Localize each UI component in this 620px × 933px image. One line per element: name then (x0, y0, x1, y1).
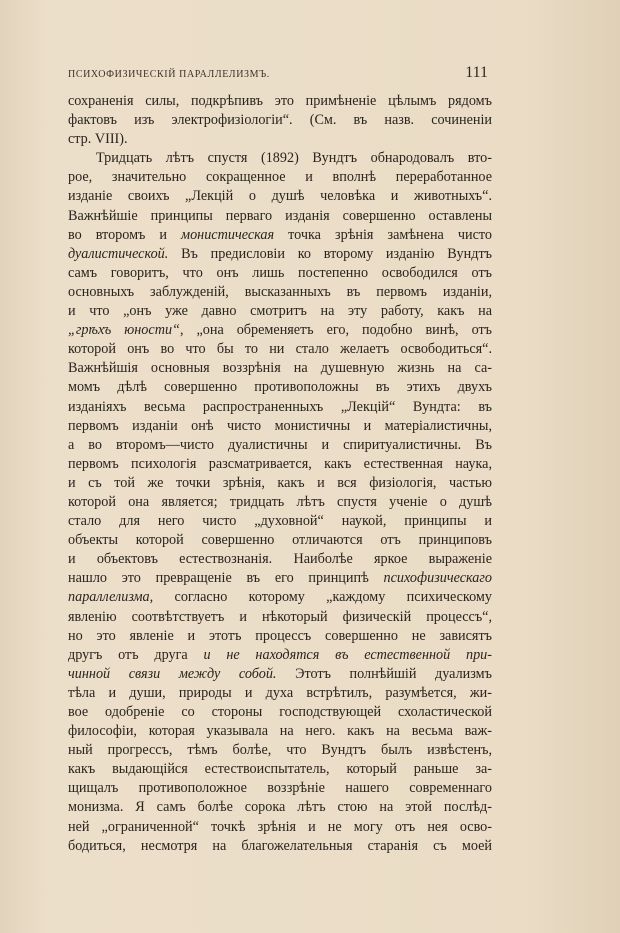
text-line (68, 168, 492, 187)
text-line (68, 760, 492, 779)
text-segment: и что „онъ уже давно смотритъ на эту работу, какъ на (68, 303, 492, 320)
text-line (68, 837, 492, 856)
text-segment: вое одобреніе со стороны господствующей схоластической (68, 704, 492, 720)
text-segment: сохраненія силы, подкрѣпивъ это примѣненіе цѣлымъ рядомъ (68, 93, 492, 109)
text-line (68, 627, 492, 646)
text-segment: и объектовъ естествознанія. Наиболѣе яркое выраженіе (68, 551, 492, 568)
text-segment: точка зрѣнія замѣнена чисто (274, 226, 492, 243)
text-segment: но это явленіе и этотъ процессъ совершенно не зависятъ (68, 627, 492, 644)
text-line (68, 798, 492, 817)
text-line (68, 741, 492, 760)
text-line (68, 283, 492, 302)
italic-text: психофизическаго (383, 570, 492, 587)
text-line (68, 302, 492, 321)
italic-text: монистическая (181, 226, 275, 243)
italic-text: чинной связи между собой. (68, 665, 277, 682)
text-line (68, 398, 492, 417)
text-line (68, 550, 492, 569)
text-line (68, 569, 492, 588)
text-segment: какъ выдающійся естествоиспытатель, который раньше за- (68, 761, 492, 778)
text-line (68, 474, 492, 493)
text-line (68, 722, 492, 741)
text-segment: бодиться, несмотря на благожелательныя старанія съ моей (68, 837, 492, 854)
text-segment: а во второмъ—чисто дуалистичны и спиритуалистичны. Въ (68, 436, 492, 453)
text-line (68, 130, 492, 149)
text-segment: стр. VIII). (68, 131, 128, 148)
text-segment: согласно которому „каждому психическому (153, 589, 492, 606)
text-segment: стало для него чисто „духовной“ наукой, принципы и (68, 513, 492, 530)
text-segment: изданіяхъ весьма распространенныхъ „Лекцій“ Вундта: въ (68, 398, 492, 415)
text-segment: ней „ограниченной“ точкѣ зрѣнія и не могу отъ нея осво- (68, 818, 492, 835)
italic-text: параллелизма, (68, 589, 154, 606)
text-line (68, 226, 492, 245)
text-segment: монизма. Я самъ болѣе сорока лѣтъ стою на этой послѣд- (68, 799, 492, 816)
text-line (68, 207, 492, 226)
text-line (68, 245, 492, 264)
text-line (68, 264, 492, 283)
text-segment: ный прогрессъ, тѣмъ болѣе, что Вундтъ былъ извѣстенъ, (68, 742, 492, 759)
text-segment: , „она обременяетъ его, подобно винѣ, отъ (179, 322, 493, 339)
text-line (68, 436, 492, 455)
text-segment: нашло это превращеніе въ его принципѣ (68, 570, 384, 587)
text-line (68, 646, 492, 665)
text-segment: другъ отъ друга (68, 646, 204, 663)
text-line (68, 665, 492, 684)
text-segment: изданіе своихъ „Лекцій о душѣ человѣка и животныхъ“. (68, 188, 492, 205)
text-segment: Этотъ полнѣйшій дуализмъ (276, 665, 492, 682)
text-segment: самъ говоритъ, что онъ лишь постепенно освободился отъ (68, 264, 492, 281)
text-line (68, 512, 492, 531)
text-line (68, 359, 492, 378)
italic-text: и не находятся въ естественной при- (203, 646, 493, 663)
text-line (68, 340, 492, 359)
text-segment: объекты которой совершенно отличаются отъ принциповъ (68, 532, 492, 549)
text-line (68, 493, 492, 512)
body-text (68, 92, 492, 856)
text-line (68, 779, 492, 798)
text-segment: щищалъ противоположное воззрѣніе нашего современнаго (68, 780, 492, 797)
text-segment: Важнѣйшіе принципы перваго изданія совершенно оставлены (68, 207, 492, 224)
text-segment: тѣла и души, природы и духа встрѣтилъ, разумѣется, жи- (68, 684, 492, 701)
text-segment: первомъ психологія разсматривается, какъ естественная наука, (68, 455, 492, 472)
running-head: ПСИХОФИЗИЧЕСКІЙ ПАРАЛЛЕЛИЗМЪ. (68, 69, 270, 80)
text-segment: основныхъ заблужденій, высказанныхъ въ первомъ изданіи, (68, 283, 492, 300)
italic-text: „грѣхъ юности“ (68, 322, 180, 339)
text-line (68, 378, 492, 397)
italic-text: дуалистической. (68, 245, 169, 262)
text-line (68, 818, 492, 837)
text-segment: Въ предисловіи ко второму изданію Вундтъ (168, 245, 492, 262)
text-segment: философіи, которая указывала на него. какъ на весьма важ- (68, 723, 492, 740)
text-line (68, 588, 492, 607)
text-segment: явленію соотвѣтствуетъ и нѣкоторый физическій процессъ“, (68, 608, 492, 625)
text-line (68, 187, 492, 206)
page-header (68, 64, 488, 82)
text-segment: Важнѣйшія основныя воззрѣнія на душевную жизнь на са- (68, 360, 492, 377)
text-segment: во второмъ и (68, 226, 182, 243)
text-segment: момъ дѣлѣ совершенно противоположны въ этихъ двухъ (68, 379, 492, 396)
text-line (68, 111, 492, 130)
text-line (68, 684, 492, 703)
text-line (68, 703, 492, 722)
page-number: 111 (465, 64, 488, 81)
text-line (68, 321, 492, 340)
text-line (68, 531, 492, 550)
text-line (68, 455, 492, 474)
text-segment: Тридцать лѣтъ спустя (1892) Вундтъ обнародовалъ вто- (96, 150, 492, 167)
text-segment: рое, значительно сокращенное и вполнѣ переработанное (68, 169, 492, 186)
text-segment: первомъ изданіи онѣ чисто монистичны и матеріалистичны, (68, 417, 492, 434)
text-line (68, 608, 492, 627)
text-segment: и съ той же точки зрѣнія, какъ и вся физіологія, частью (68, 474, 492, 491)
text-line (68, 417, 492, 436)
text-segment: которой онъ во что бы то ни стало желаетъ освободиться“. (68, 341, 492, 358)
text-line (68, 149, 492, 168)
text-segment: которой она является; тридцать лѣтъ спустя ученіе о душѣ (68, 493, 492, 510)
text-segment: фактовъ изъ электрофизіологіи“. (См. въ назв. сочиненіи (68, 112, 492, 129)
text-line (68, 92, 492, 111)
